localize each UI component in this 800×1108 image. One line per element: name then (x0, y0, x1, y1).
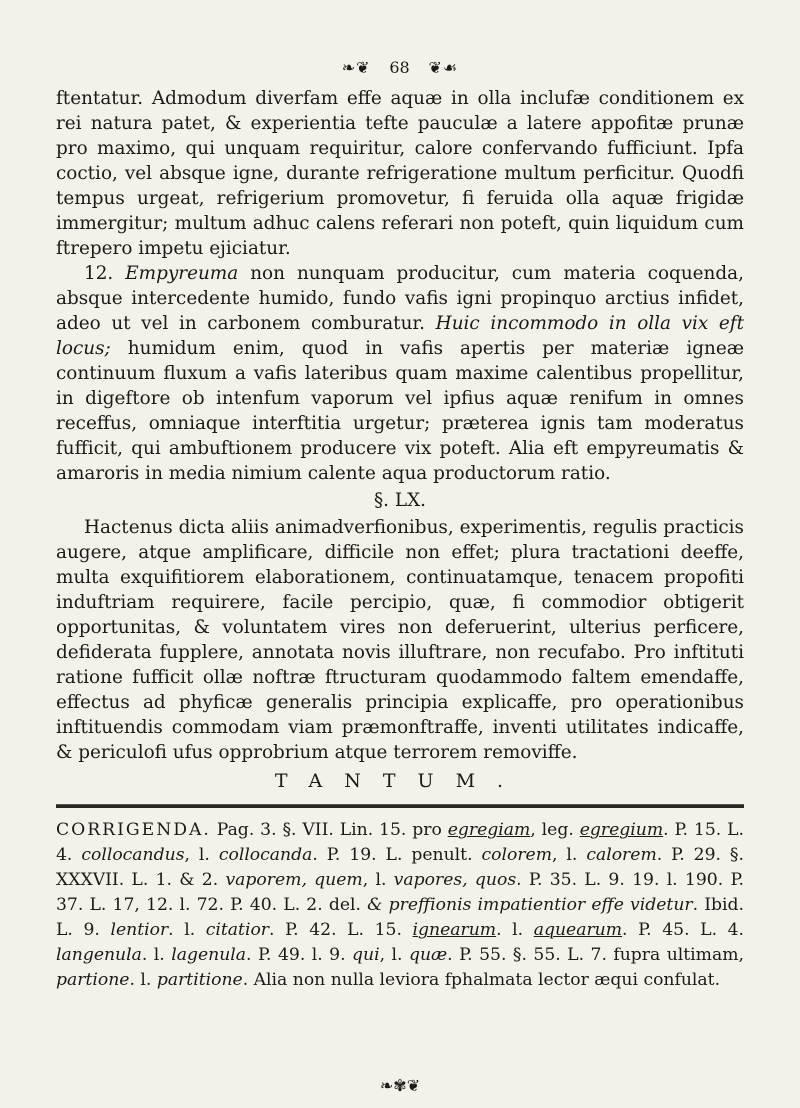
corr-sep: , l. (379, 945, 409, 965)
corr-right: & preffionis impatientior effe videtur (367, 895, 693, 915)
ornament-right-icon: ❦☙ (428, 58, 459, 77)
corr-end: . (447, 945, 453, 965)
corr-sep: . l. (496, 920, 534, 940)
corr-end: . (269, 920, 275, 940)
paragraph-12 (56, 261, 744, 486)
corrigenda (56, 818, 744, 993)
corr-sep: , leg. (530, 820, 580, 840)
corr-sep: , l. (184, 845, 219, 865)
corr-wrong: partione (56, 970, 130, 990)
corr-sep: , l. (362, 870, 394, 890)
ornament-left-icon: ❧❦ (341, 58, 371, 77)
tantum-closing: TANTUM. (274, 770, 526, 792)
corr-loc: P. 42. L. 15. (274, 920, 413, 940)
corr-right: aquearum (533, 920, 623, 940)
corr-wrong: collocandus (81, 845, 185, 865)
corr-loc: P. 15. L. 4. (56, 820, 744, 865)
section-title: §. LX. (373, 490, 427, 511)
corr-end: . (246, 945, 252, 965)
corr-right: citatior (205, 920, 270, 940)
corr-loc: P. 49. l. 9. (251, 945, 353, 965)
page-number: 68 (389, 58, 410, 77)
corr-closing-note: Alia non nulla leviora fphalmata lector æqui confulat. (248, 970, 721, 990)
corr-end: . (656, 845, 663, 865)
corr-wrong: lentior (110, 920, 169, 940)
corr-end: . (622, 920, 628, 940)
paragraph-12-text-a: non nunquam producitur, cum materia coquenda, absque intercedente humido, fundo vafis igni propinquo arctius infidet, adeo ut vel in carbonem comburatur. (56, 263, 744, 334)
paragraph-number: 12. (84, 263, 114, 284)
corr-end: . (312, 845, 318, 865)
corr-loc: Ibid. L. 9. (56, 895, 745, 940)
corr-right: quæ (408, 945, 448, 965)
paragraph-lx: Hactenus dicta aliis animadverfionibus, experimentis, regulis practicis augere, atque amplificare, difficile non effet; plura tractationi deeffe, multa exquifitiorem elaborationem, continuatamque, tenacem propofiti induftriam requirere, facile percipio, quæ, fi commodior obtigerit opportunitas, & voluntatem vires non deferuerint, ulterius perficere, defiderata fupplere, annotata novis illuftrare, non recufabo. Pro inftituti ratione fufficit ollæ noftræ ftructuram quodammodo faltem emendaffe, effectus ad phyficæ generalis principia explicaffe, pro operationibus inftituendis commodam viam præmonftraffe, inventi utilitates indicaffe, & periculofi ufus opprobrium atque terrorem removiffe. (56, 517, 744, 763)
corr-loc: P. 19. L. penult. (317, 845, 482, 865)
corr-sep: . l. (168, 920, 206, 940)
corr-wrong: egregiam (447, 820, 531, 840)
corr-right: calorem (586, 845, 657, 865)
paragraph-12-text-b: humidum enim, quod in vafis apertis per materiæ igneæ continuum fluxum a vafis lateribus quam maxime calentibus propellitur, in digeftore ob intenfum vaporum vel ipfius aquæ renifum in omnes receffus, omniaque interftitia urgetur; præterea ignis tam moderatus fufficit, qui ambuftionem producere vix poteft. Alia eft empyreumatis & amaroris in media nimium calente aqua productorum ratio. (56, 338, 744, 484)
corr-end: . (516, 870, 522, 890)
corr-wrong: langenula (56, 945, 142, 965)
corr-wrong: qui (352, 945, 380, 965)
corr-right: egregium (579, 820, 664, 840)
corr-wrong: ignearum (412, 920, 497, 940)
corr-end: . (242, 970, 249, 990)
corr-sep: , l. (552, 845, 587, 865)
paragraph-1: ftentatur. Admodum diverfam effe aquæ in olla inclufæ conditionem ex rei natura patet, & experientia tefte pauculæ a latere appofitæ prunæ pro maximo, qui unquam requiritur, calore confervando fufficiunt. Ipfa coctio, vel absque igne, durante refrigeratione multum perficitur. Quodfi tempus urgeat, refrigerium promovetur, fi feruida olla aquæ frigidæ immergitur; multum adhuc calens referari non poteft, quin liquidum cum ftrepero impetu ejiciatur. (56, 88, 744, 259)
corr-right: partitione (156, 970, 243, 990)
corrigenda-heading: CORRIGENDA. (56, 820, 211, 840)
corr-loc: Pag. 3. §. VII. Lin. 15. pro (210, 820, 448, 840)
body-text (56, 86, 744, 993)
corr-right: collocanda (218, 845, 313, 865)
corr-sep: . l. (141, 945, 172, 965)
corr-right: lagenula (171, 945, 247, 965)
corr-wrong: colorem (481, 845, 553, 865)
divider-rule (56, 804, 744, 808)
paragraph-12-italic: Huic incommodo in olla vix eft locus; (56, 313, 744, 359)
corr-right: vapores, quos (393, 870, 517, 890)
corr-sep: . l. (129, 970, 157, 990)
corr-wrong: vaporem, quem (225, 870, 363, 890)
corr-end: . (692, 895, 699, 915)
page-header (0, 58, 800, 77)
term-empyreuma: Empyreuma (125, 263, 239, 284)
footer-ornament-icon: ❧✾❦ (379, 1076, 421, 1095)
corr-end: . (663, 820, 669, 840)
corr-loc: P. 29. §. XXXVII. L. 1. & 2. (56, 845, 744, 890)
corr-loc: P. 35. L. 9. 19. l. 190. P. 37. L. 17, 12. l. 72. P. 40. L. 2. del. (56, 870, 744, 915)
corr-loc: P. 45. L. 4. (627, 920, 745, 940)
corr-loc: P. 55. §. 55. L. 7. fupra ultimam, (452, 945, 744, 965)
